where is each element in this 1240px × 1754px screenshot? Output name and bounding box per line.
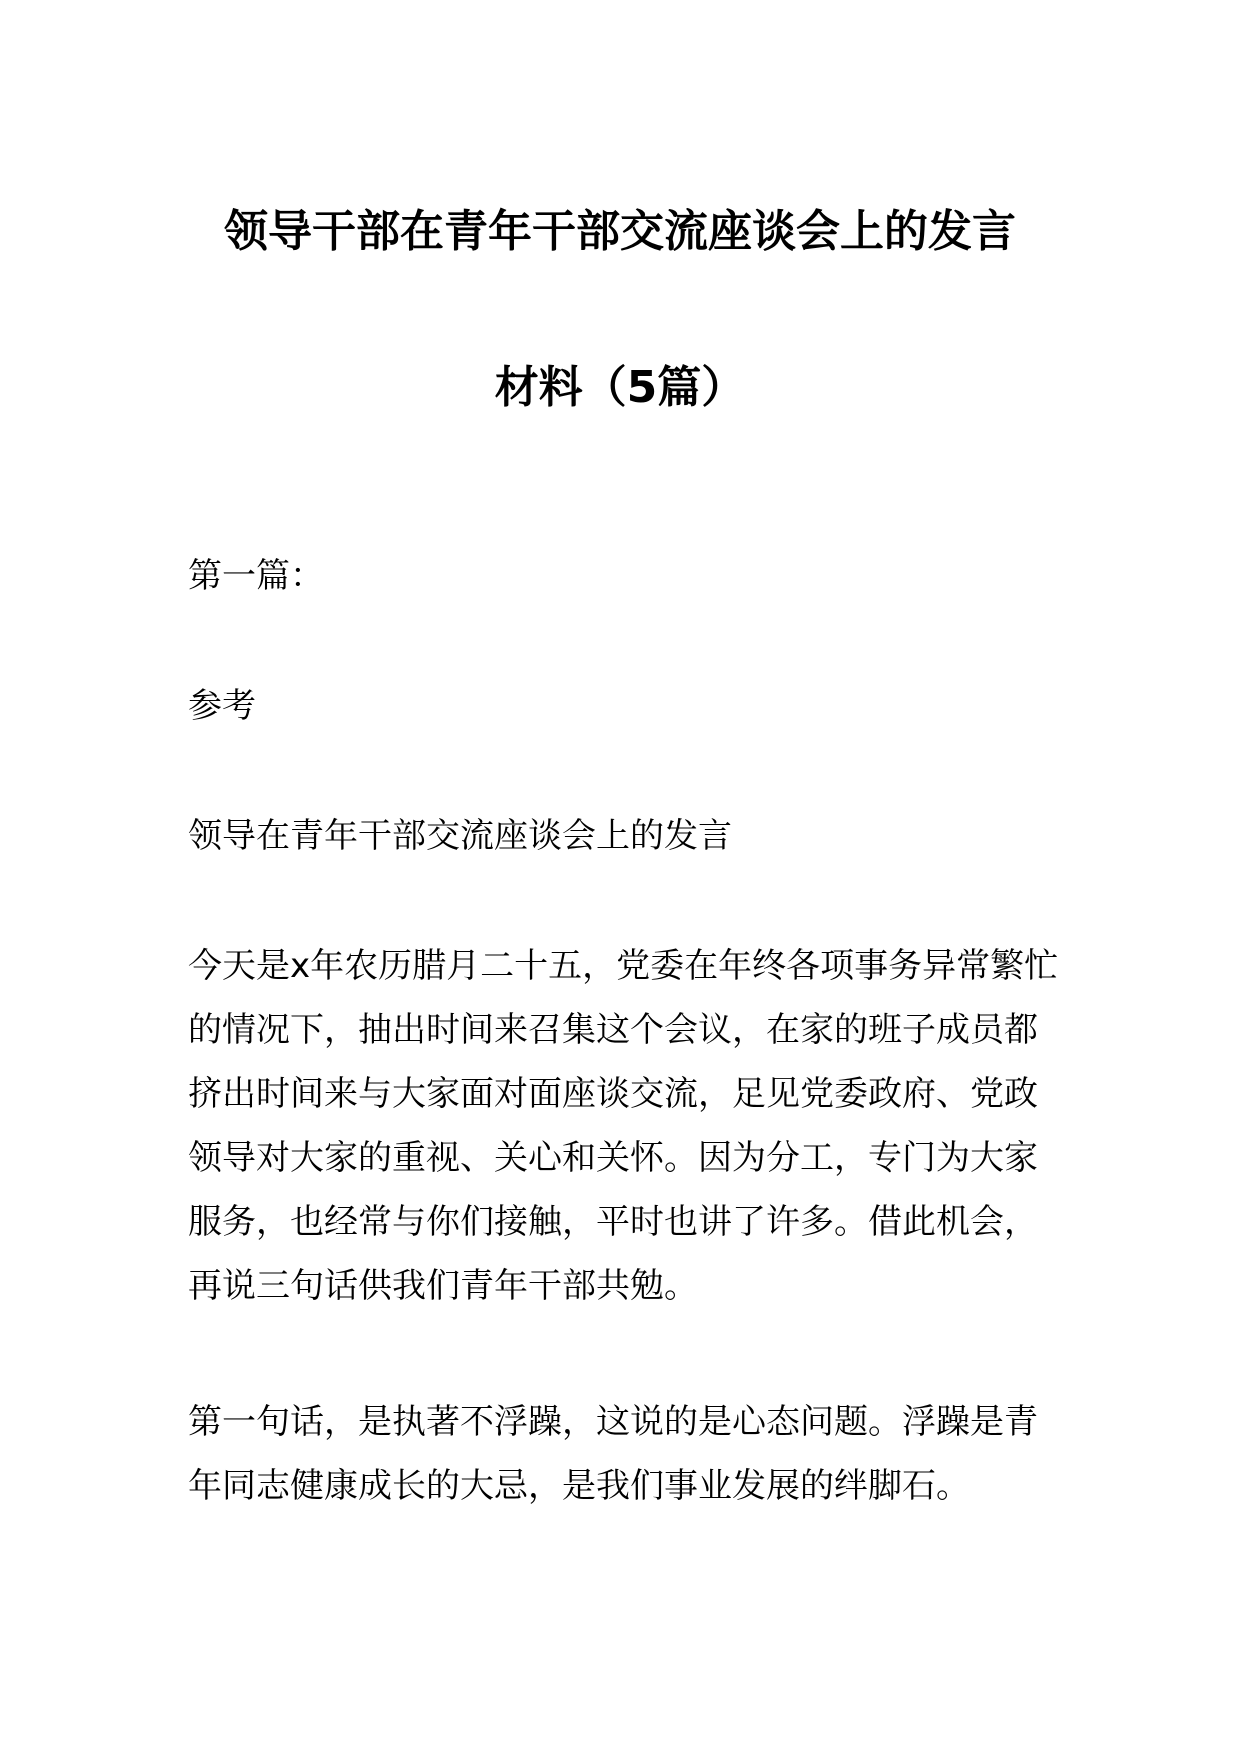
document-title-line-2: 材料（5篇） [494, 362, 746, 413]
body-paragraph-1 [188, 934, 1058, 1318]
paragraph-line: 再说三句话供我们青年干部共勉。 [188, 1266, 698, 1306]
paragraph-line: 服务，也经常与你们接触，平时也讲了许多。借此机会， [188, 1202, 1038, 1242]
paragraph-line: 挤出时间来与大家面对面座谈交流，足见党委政府、党政 [188, 1074, 1038, 1114]
body-paragraph-2 [188, 1390, 1058, 1518]
paragraph-line: 第一句话，是执著不浮躁，这说的是心态问题。浮躁是青 [188, 1402, 1038, 1442]
paragraph-line: 的情况下，抽出时间来召集这个会议，在家的班子成员都 [188, 1010, 1038, 1050]
section-heading: 第一篇： [188, 556, 324, 596]
paragraph-line: 领导对大家的重视、关心和关怀。因为分工，专门为大家 [188, 1138, 1038, 1178]
document-title-line-1: 领导干部在青年干部交流座谈会上的发言 [224, 206, 1016, 257]
speech-title: 领导在青年干部交流座谈会上的发言 [188, 816, 732, 856]
reference-label: 参考 [188, 686, 256, 726]
paragraph-line: 今天是x年农历腊月二十五，党委在年终各项事务异常繁忙 [188, 946, 1059, 986]
paragraph-line: 年同志健康成长的大忌，是我们事业发展的绊脚石。 [188, 1466, 970, 1506]
